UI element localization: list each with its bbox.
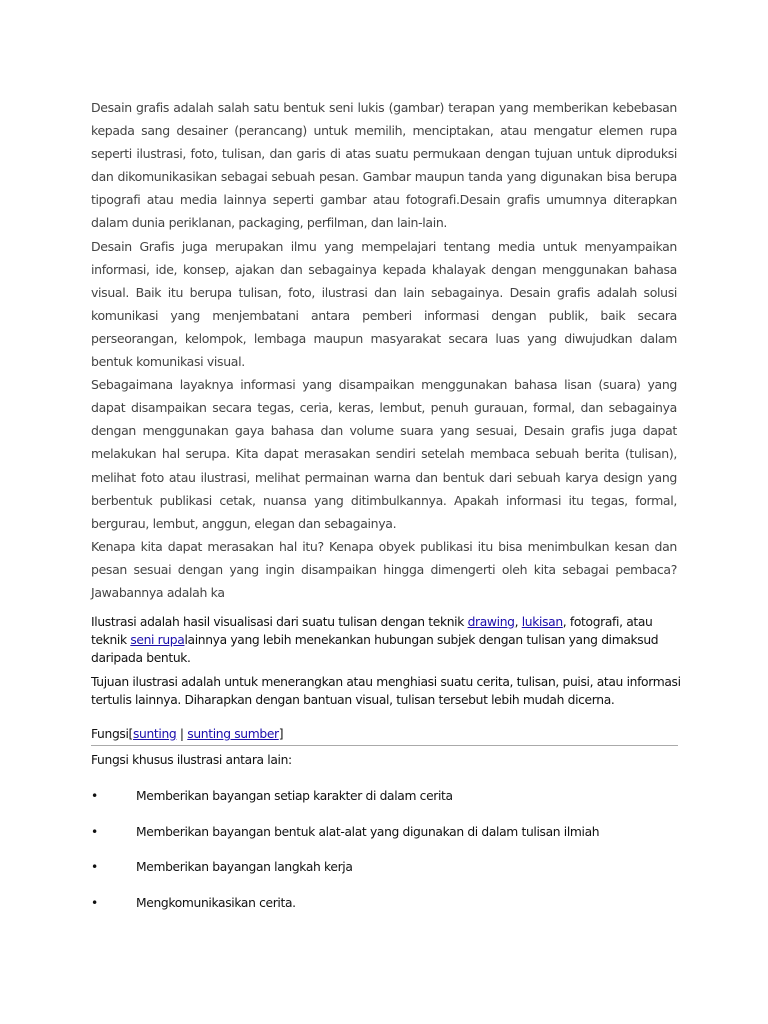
text-span: lainnya yang lebih menekankan hubungan subjek dengan tulisan yang dimaksud daripada bentuk. [91, 633, 659, 665]
link-drawing[interactable]: drawing [467, 615, 515, 629]
paragraph: Sebagaimana layaknya informasi yang disampaikan menggunakan bahasa lisan (suara) yang dapat disampaikan secara tegas, ceria, keras, lembut, penuh gurauan, formal, dan sebagainya dengan menggunakan gaya bahasa dan volume suara yang sesuai, Desain grafis juga dapat melakukan hal serupa. Kita dapat merasakan sendiri setelah membaca sebuah berita (tulisan), melihat foto atau ilustrasi, melihat permainan warna dan bentuk dari sebuah karya design yang berbentuk publikasi cetak, nuansa yang ditimbulkannya. Apakah informasi itu tegas, formal, bergurau, lembut, anggun, elegan dan sebagainya. [91, 377, 677, 531]
section-title: Fungsi [91, 727, 129, 741]
list-item-text: Memberikan bayangan setiap karakter di dalam cerita [136, 789, 453, 803]
desain-grafis-section [91, 96, 677, 604]
fungsi-intro: Fungsi khusus ilustrasi antara lain: [91, 753, 292, 767]
section-heading-fungsi [91, 725, 678, 746]
text-span: , fotografi, atau teknik [91, 615, 653, 647]
paragraph: Desain Grafis juga merupakan ilmu yang mempelajari tentang media untuk menyampaikan informasi, ide, konsep, ajakan dan sebagainya kepada khalayak dengan menggunakan bahasa visual. Baik itu berupa tulisan, foto, ilustrasi dan lain sebagainya. Desain grafis adalah solusi komunikasi yang menjembatani antara pemberi informasi dengan publik, baik secara perseorangan, kelompok, lembaga maupun masyarakat secara luas yang diwujudkan dalam bentuk komunikasi visual. [91, 238, 677, 370]
edit-link[interactable]: sunting [132, 727, 177, 741]
divider: | [176, 727, 188, 741]
text-span: , [514, 615, 522, 629]
edit-source-link[interactable]: sunting sumber [187, 727, 279, 741]
list-item [91, 894, 681, 930]
text-span: Ilustrasi adalah hasil visualisasi dari suatu tulisan dengan teknik [91, 615, 468, 629]
ilustrasi-tujuan: Tujuan ilustrasi adalah untuk menerangkan atau menghiasi suatu cerita, tulisan, puisi, atau informasi tertulis lainnya. Diharapkan dengan bantuan visual, tulisan tersebut lebih mudah dicerna. [91, 675, 681, 707]
ilustrasi-definition [91, 613, 681, 667]
fungsi-list [91, 787, 681, 930]
bullet-icon: • [91, 860, 98, 875]
list-item [91, 823, 681, 859]
bracket-close: ] [278, 727, 284, 741]
bullet-icon: • [91, 896, 98, 911]
list-item [91, 787, 681, 823]
ilustrasi-section [91, 613, 681, 709]
paragraph: Desain grafis adalah salah satu bentuk seni lukis (gambar) terapan yang memberikan kebebasan kepada sang desainer (perancang) untuk memilih, menciptakan, atau mengatur elemen rupa seperti ilustrasi, foto, tulisan, dan garis di atas suatu permukaan dengan tujuan untuk diproduksi dan dikomunikasikan sebagai sebuah pesan. Gambar maupun tanda yang digunakan bisa berupa tipografi atau media lainnya seperti gambar atau fotografi.Desain grafis umumnya diterapkan dalam dunia periklanan, packaging, perfilman, dan lain-lain. [91, 100, 677, 231]
paragraph: Kenapa kita dapat merasakan hal itu? Kenapa obyek publikasi itu bisa menimbulkan kesan dan pesan sesuai dengan yang ingin disampaikan hingga dimengerti oleh kita sebagai pembaca? Jawabannya adalah ka [91, 538, 677, 600]
list-item-text: Mengkomunikasikan cerita. [136, 896, 296, 911]
bullet-icon: • [91, 824, 98, 839]
link-seni-rupa[interactable]: seni rupa [130, 633, 185, 647]
bracket-open: [ [128, 727, 133, 741]
list-item-text: Memberikan bayangan bentuk alat-alat yang digunakan di dalam tulisan ilmiah [136, 824, 600, 839]
list-item [91, 858, 681, 894]
bullet-icon: • [91, 789, 98, 803]
list-item-text: Memberikan bayangan langkah kerja [136, 860, 353, 875]
link-lukisan[interactable]: lukisan [521, 615, 563, 629]
